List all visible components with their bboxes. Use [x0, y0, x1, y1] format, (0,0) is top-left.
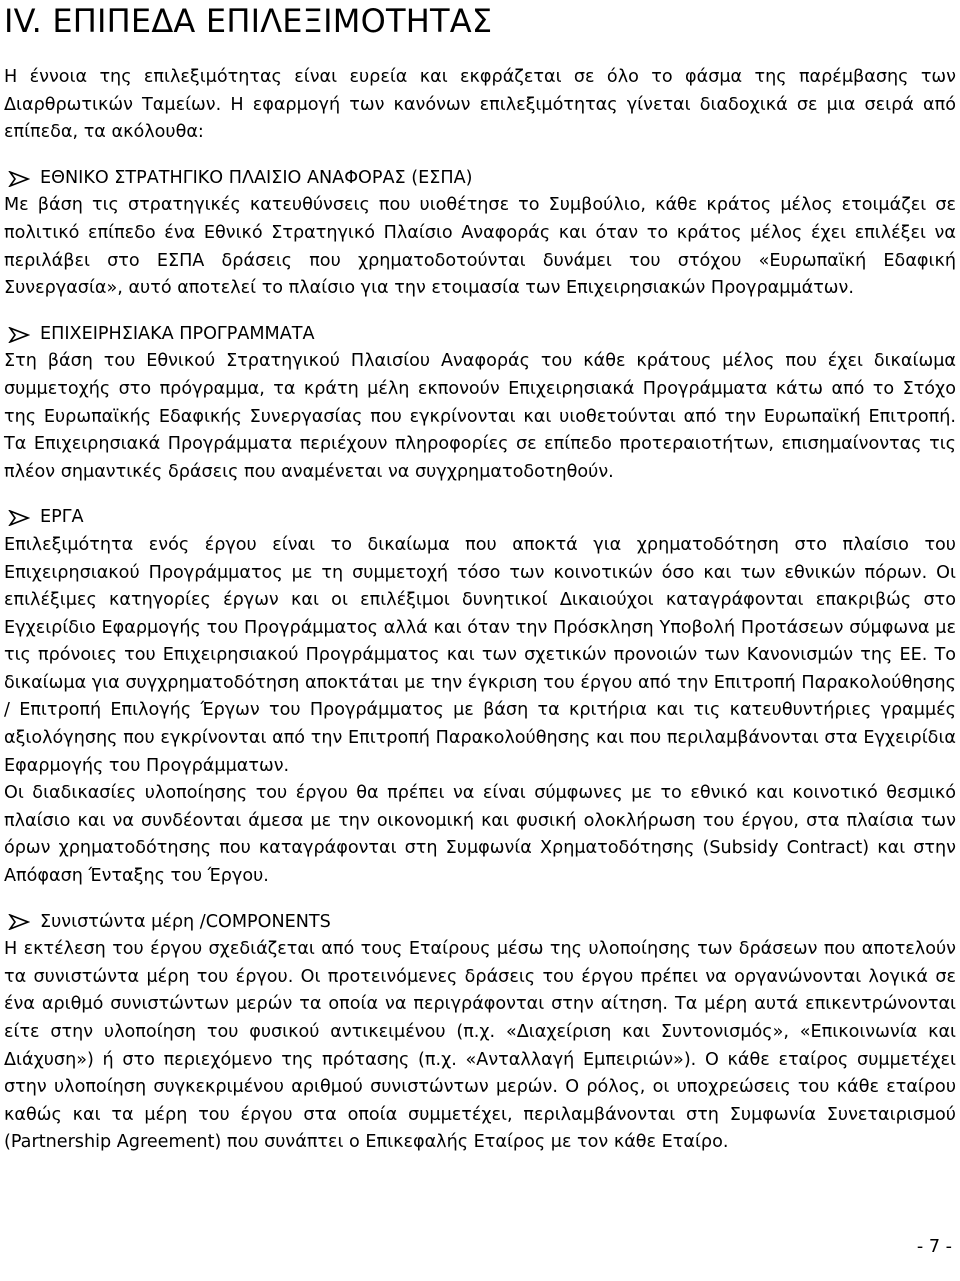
arrowhead-bullet-icon [8, 510, 30, 526]
page-number: - 7 - [916, 1237, 952, 1257]
section-heading-espa [4, 165, 956, 193]
section-title: ΕΘΝΙΚΟ ΣΤΡΑΤΗΓΙΚΟ ΠΛΑΙΣΙΟ ΑΝΑΦΟΡΑΣ (ΕΣΠΑ) [40, 167, 473, 188]
section-heading-operational-programmes [4, 321, 956, 349]
section-paragraph: Η εκτέλεση του έργου σχεδιάζεται από τους Εταίρους μέσω της υλοποίησης των δράσεων που αποτελούν τα συνιστώντα μέρη του έργου. Οι προτεινόμενες δράσεις του έργου πρέπει να οργανώνονται λογικά σε ένα αριθμό συνιστώντων μερών τα οποία να περιγράφονται στην αίτηση. Τα μέρη αυτά επικεντρώνονται είτε στην υλοποίηση του φυσικού αντικειμένου (π.χ. «Διαχείριση και Συντονισμός», «Επικοινωνία και Διάχυση») ή στο περιεχόμενο της πρότασης (π.χ. «Ανταλλαγή Εμπειριών»). Ο κάθε εταίρος συμμετέχει στην υλοποίηση συγκεκριμένου αριθμού συνιστώντων μερών. Ο ρόλος, οι υποχρεώσεις του κάθε εταίρου καθώς και τα μέρη του έργου στα οποία συμμετέχει, περιλαμβάνονται στη Συμφωνία Συνεταιρισμού (Partnership Agreement) που συνάπτει ο Επικεφαλής Εταίρος με τον κάθε Εταίρο. [4, 939, 956, 1153]
section-paragraph: Οι διαδικασίες υλοποίησης του έργου θα πρέπει να είναι σύμφωνες με το εθνικό και κοινοτικό θεσμικό πλαίσιο και να συνδέονται άμεσα με την οικονομική και φυσική ολοκλήρωση του έργου, στα πλαίσια των όρων χρηματοδότησης που καταγράφονται στη Συμφωνία Χρηματοδότησης (Subsidy Contract) και στην Απόφαση Ένταξης του Έργου. [4, 783, 956, 887]
section-title: Συνιστώντα μέρη /COMPONENTS [40, 911, 331, 932]
section-paragraph: Επιλεξιμότητα ενός έργου είναι το δικαίωμα που αποκτά για χρηματοδότηση στο πλαίσιο του Επιχειρησιακού Προγράμματος με τη συμμετοχή τόσο των κοινοτικών όσο και των εθνικών πόρων. Οι επιλέξιμες κατηγορίες έργων και οι επιλέξιμοι δυνητικοί Δικαιούχοι καταγράφονται επακριβώς στο Εγχειρίδιο Εφαρμογής του Προγράμματος αλλά και όταν την Πρόσκληση Υποβολή Προτάσεων σύμφωνα με τις πρόνοιες του Επιχειρησιακού Προγράμματος και των σχετικών προνοιών των Κανονισμών της ΕΕ. Το δικαίωμα για συγχρηματοδότηση αποκτάται με την έγκριση του έργου από την Επιτροπή Παρακολούθησης / Επιτροπή Επιλογής Έργων του Προγράμματος με βάση τα κριτήρια και τις κατευθυντήριες γραμμές αξιολόγησης που εγκρίνονται από την Επιτροπή Παρακολούθησης και που περιλαμβάνονται στα Εγχειρίδια Εφαρμογής του Προγράμματων. [4, 534, 956, 776]
page-title: IV. ΕΠΙΠΕΔΑ ΕΠΙΛΕΞΙΜΟΤΗΤΑΣ [4, 2, 493, 40]
arrowhead-bullet-icon [8, 327, 30, 343]
section-heading-components [4, 909, 956, 937]
arrowhead-bullet-icon [8, 171, 30, 187]
section-paragraph: Στη βάση του Εθνικού Στρατηγικού Πλαισίου Αναφοράς του κάθε κράτους μέλος που έχει δικαίωμα συμμετοχής στο πρόγραμμα, τα κράτη μέλη εκπονούν Επιχειρησιακά Προγράμματα κάτω από το Στόχο της Ευρωπαϊκής Εδαφικής Συνεργασίας που εγκρίνονται και υιοθετούνται από την Ευρωπαϊκή Επιτροπή. Τα Επιχειρησιακά Προγράμματα περιέχουν πληροφορίες σε επίπεδο προτεραιοτήτων, επισημαίνοντας τις πλέον σημαντικές δράσεις που αναμένεται να συγχρηματοδοτηθούν. [4, 351, 956, 482]
section-paragraph: Με βάση τις στρατηγικές κατευθύνσεις που υιοθέτησε το Συμβούλιο, κάθε κράτος μέλος ετοιμάζει σε πολιτικό επίπεδο ένα Εθνικό Στρατηγικό Πλαίσιο Αναφοράς και όταν το κράτος μέλος έχει επιλέξει να περιλάβει στο ΕΣΠΑ δράσεις που χρηματοδοτούνται δυνάμει του στόχου «Ευρωπαϊκή Εδαφική Συνεργασία», αυτό αποτελεί το πλαίσιο για την ετοιμασία των Επιχειρησιακών Προγραμμάτων. [4, 195, 956, 299]
section-heading-projects [4, 504, 956, 532]
intro-paragraph: Η έννοια της επιλεξιμότητας είναι ευρεία και εκφράζεται σε όλο το φάσμα της παρέμβασης των Διαρθρωτικών Ταμείων. Η εφαρμογή των κανόνων επιλεξιμότητας γίνεται διαδοχικά σε μια σειρά από επίπεδα, τα ακόλουθα: [4, 67, 956, 143]
section-title: ΕΠΙΧΕΙΡΗΣΙΑΚΑ ΠΡΟΓΡΑΜΜΑΤΑ [40, 323, 315, 344]
arrowhead-bullet-icon [8, 914, 30, 930]
section-title: ΕΡΓΑ [40, 507, 84, 528]
document-page [4, 0, 956, 1157]
